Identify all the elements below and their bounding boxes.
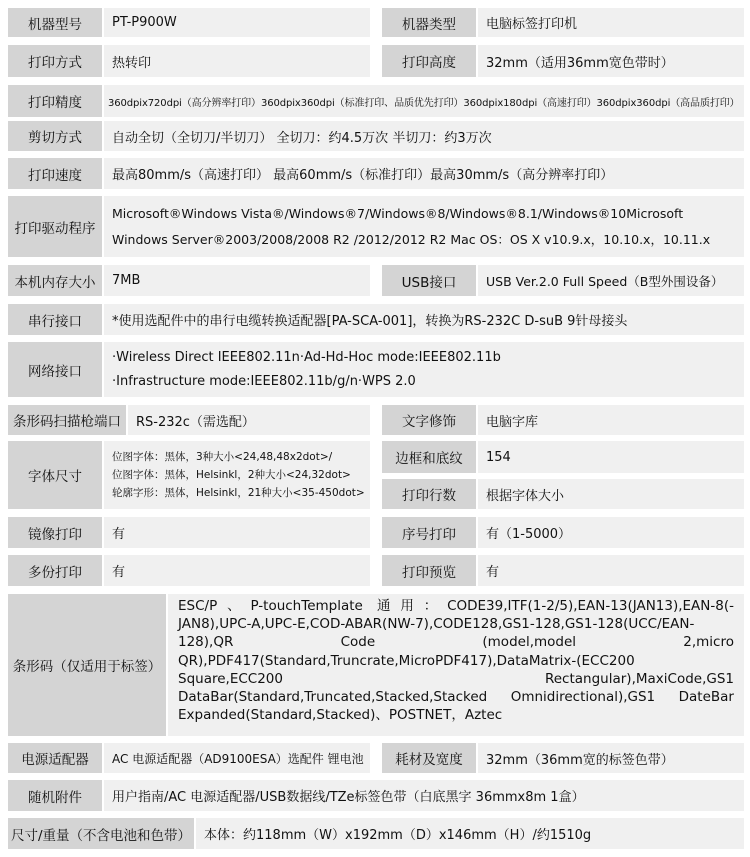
value-usb: USB Ver.2.0 Full Speed（B型外围设备） (478, 265, 744, 296)
value-consumables: 32mm（36mm宽的标签色带） (478, 743, 744, 773)
label-size-weight: 尺寸/重量（不含电池和色带） (8, 818, 194, 849)
label-usb: USB接口 (382, 265, 476, 296)
label-print-height: 打印高度 (382, 45, 476, 77)
label-model: 机器型号 (8, 8, 102, 37)
label-accessories: 随机附件 (8, 780, 102, 811)
value-network (104, 342, 744, 397)
label-font-size: 字体尺寸 (8, 441, 102, 509)
value-preview: 有 (478, 555, 744, 586)
label-scanner: 条形码扫描枪端口 (8, 405, 126, 435)
value-mirror: 有 (104, 517, 370, 548)
value-speed: 最高80mm/s（高速打印） 最高60mm/s（标准打印）最高30mm/s（高分辨率打印） (104, 158, 744, 189)
value-scanner: RS-232c（需选配） (128, 405, 370, 435)
value-precision: 360dpix720dpi（高分辨率打印）360dpix360dpi（标准打印、品质优先打印）360dpix180dpi（高速打印）360dpix360dpi（高品质打印） (104, 85, 744, 117)
label-precision: 打印精度 (8, 85, 102, 117)
label-print-method: 打印方式 (8, 45, 102, 77)
value-driver (104, 196, 744, 257)
label-print-lines: 打印行数 (382, 479, 476, 509)
font-line-3: 轮廓字形：黑体，Helsinkl，21种大小<35-450dot> (112, 487, 365, 499)
label-network: 网络接口 (8, 342, 102, 397)
value-cutting: 自动全切（全切刀/半切刀） 全切刀：约4.5万次 半切刀：约3万次 (104, 121, 744, 151)
value-machine-type: 电脑标签打印机 (478, 8, 744, 37)
label-speed: 打印速度 (8, 158, 102, 189)
value-print-height: 32mm（适用36mm宽色带时） (478, 45, 744, 77)
label-text-decoration: 文字修饰 (382, 405, 476, 435)
value-print-lines: 根据字体大小 (478, 479, 744, 509)
label-preview: 打印预览 (382, 555, 476, 586)
label-mirror: 镜像打印 (8, 517, 102, 548)
label-serial: 串行接口 (8, 304, 102, 335)
value-size-weight: 本体：约118mm（W）x192mm（D）x146mm（H）/约1510g (196, 818, 744, 849)
label-machine-type: 机器类型 (382, 8, 476, 37)
label-serial-number: 序号打印 (382, 517, 476, 548)
value-serial: *使用选配件中的串行电缆转换适配器[PA-SCA-001]，转换为RS-232C D-suB 9针母接头 (104, 304, 744, 335)
driver-line-2: Windows Server®2003/2008/2008 R2 /2012/2012 R2 Mac OS：OS X v10.9.x，10.10.x，10.11.x (112, 231, 711, 247)
value-text-decoration: 电脑字库 (478, 405, 744, 435)
network-line-1: ·Wireless Direct IEEE802.11n·Ad-Hd-Hoc mode:IEEE802.11b (112, 349, 501, 365)
driver-line-1: Microsoft®Windows Vista®/Windows®7/Windows®8/Windows®8.1/Windows®10Microsoft (112, 205, 684, 221)
value-memory: 7MB (104, 265, 370, 296)
label-copies: 多份打印 (8, 555, 102, 586)
font-line-2: 位图字体：黑体，Helsinkl，2种大小<24,32dot> (112, 469, 351, 481)
value-border-shading: 154 (478, 441, 744, 473)
label-power: 电源适配器 (8, 743, 102, 773)
network-line-2: ·Infrastructure mode:IEEE802.11b/g/n·WPS 2.0 (112, 373, 416, 389)
value-serial-number: 有（1-5000） (478, 517, 744, 548)
value-model: PT-P900W (104, 8, 370, 37)
value-power: AC 电源适配器（AD9100ESA）选配件 锂电池 (104, 743, 370, 773)
value-accessories: 用户指南/AC 电源适配器/USB数据线/TZe标签色带（白底黑字 36mmx8m 1盒） (104, 780, 744, 811)
value-copies: 有 (104, 555, 370, 586)
label-consumables: 耗材及宽度 (382, 743, 476, 773)
value-font-size (104, 441, 370, 509)
font-line-1: 位图字体：黑体，3种大小<24,48,48x2dot>/ (112, 451, 333, 463)
label-barcode: 条形码（仅适用于标签） (8, 594, 166, 736)
label-border-shading: 边框和底纹 (382, 441, 476, 473)
value-print-method: 热转印 (104, 45, 370, 77)
label-driver: 打印驱动程序 (8, 196, 102, 257)
label-cutting: 剪切方式 (8, 121, 102, 151)
label-memory: 本机内存大小 (8, 265, 102, 296)
value-barcode: ESC/P、P-touchTemplate 通用：CODE39,ITF(1-2/5),EAN-13(JAN13),EAN-8(-JAN8),UPC-A,UPC-E,COD-ABAR(NW-7),CODE128,GS1-128,GS1-128(UCC/EAN-128),QR Code (model,model 2,micro QR),PDF417(Standard,Truncrate,MicroPDF417),DataMatrix-(ECC200 Square,ECC200 Rectangular),MaxiCode,GS1 DataBar(Standard,Truncated,Stacked,Stacked Omnidirectional),GS1 DateBar Expanded(Standard,Stacked)、POSTNET，Aztec (168, 594, 744, 736)
